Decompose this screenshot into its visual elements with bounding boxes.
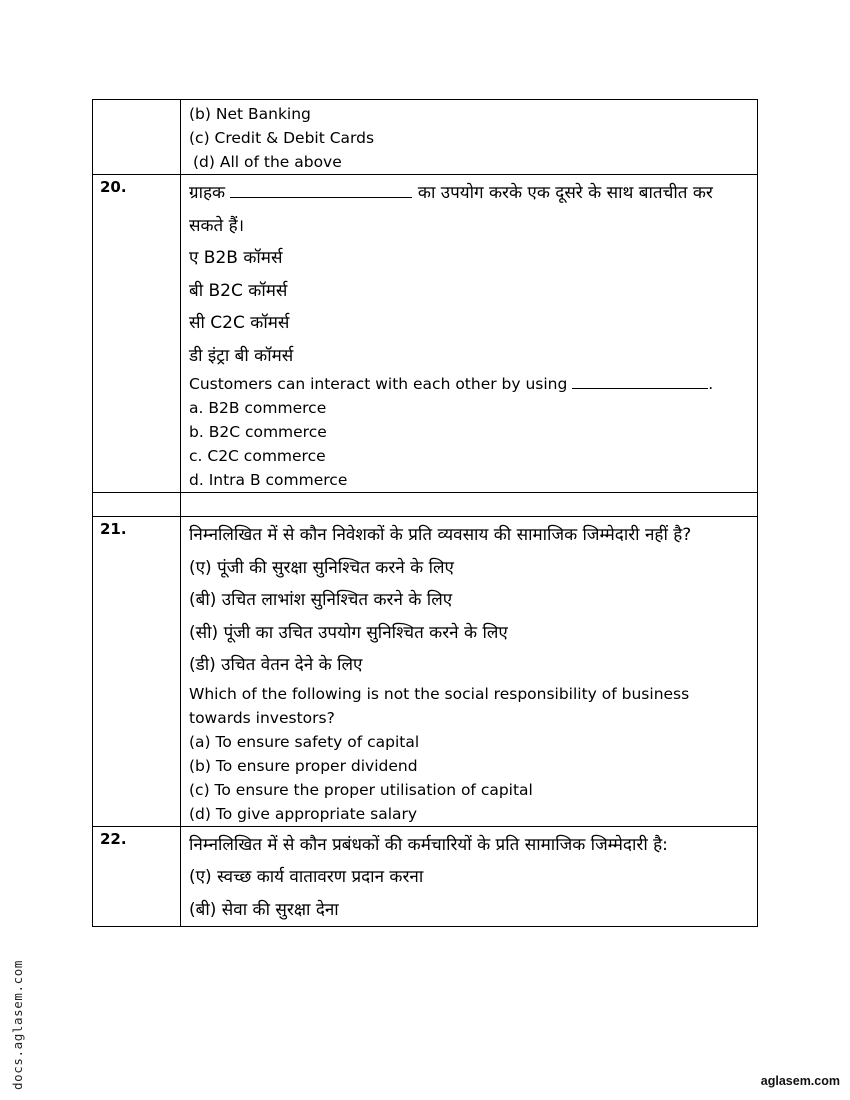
- question-body-cell: [181, 517, 758, 827]
- answer-blank: [230, 181, 412, 198]
- hindi-option: (ए) पूंजी की सुरक्षा सुनिश्चित करने के लिए: [189, 557, 454, 578]
- hindi-option: डी इंट्रा बी कॉमर्स: [189, 345, 294, 366]
- english-option: b. B2C commerce: [189, 423, 327, 441]
- empty-cell: [93, 493, 181, 517]
- option-d: (d) All of the above: [193, 153, 342, 171]
- hindi-question: निम्नलिखित में से कौन निवेशकों के प्रति व्यवसाय की सामाजिक जिम्मेदारी नहीं है?: [189, 525, 692, 545]
- option-c: (c) Credit & Debit Cards: [189, 129, 375, 147]
- english-option: (b) To ensure proper dividend: [189, 756, 418, 775]
- hindi-question-end: का उपयोग करके एक दूसरे के साथ बातचीत कर सकते हैं।: [189, 183, 713, 236]
- english-option: a. B2B commerce: [189, 399, 327, 417]
- question-table: [92, 99, 758, 927]
- question-number: 22.: [93, 826, 181, 927]
- question-number-cell: [93, 100, 181, 175]
- question-body-cell: [181, 826, 758, 927]
- hindi-question: निम्नलिखित में से कौन प्रबंधकों की कर्मचारियों के प्रति सामाजिक जिम्मेदारी है:: [189, 834, 668, 855]
- english-option: (a) To ensure safety of capital: [189, 732, 420, 751]
- english-option: d. Intra B commerce: [189, 471, 348, 489]
- english-question: [189, 372, 749, 396]
- question-number: 21.: [93, 517, 181, 827]
- english-question-end: .: [708, 375, 714, 393]
- english-option: c. C2C commerce: [189, 447, 326, 465]
- corner-watermark: aglasem.com: [760, 1074, 840, 1088]
- hindi-option: (सी) पूंजी का उचित उपयोग सुनिश्चित करने के लिए: [189, 622, 508, 643]
- option-b: (b) Net Banking: [189, 105, 311, 123]
- hindi-option: (बी) सेवा की सुरक्षा देना: [189, 899, 339, 920]
- hindi-option: (ए) स्वच्छ कार्य वातावरण प्रदान करना: [189, 867, 424, 887]
- hindi-question-start: ग्राहक: [189, 183, 226, 203]
- english-question-line: towards investors?: [189, 708, 335, 727]
- empty-cell: [181, 493, 758, 517]
- hindi-option: सी C2C कॉमर्स: [189, 313, 290, 333]
- question-number: 20.: [93, 175, 181, 493]
- hindi-option: बी B2C कॉमर्स: [189, 280, 288, 301]
- hindi-question: [189, 177, 749, 242]
- answer-blank: [572, 372, 708, 389]
- english-question-start: Customers can interact with each other by using: [189, 375, 568, 393]
- english-question-line: Which of the following is not the social responsibility of business: [189, 684, 690, 703]
- hindi-option: (डी) उचित वेतन देने के लिए: [189, 655, 363, 675]
- table-row-q22: [93, 826, 758, 927]
- table-row-empty: [93, 493, 758, 517]
- table-row-previous: [93, 100, 758, 175]
- question-body-cell: [181, 100, 758, 175]
- english-option: (c) To ensure the proper utilisation of capital: [189, 780, 533, 799]
- english-option: (d) To give appropriate salary: [189, 804, 418, 823]
- hindi-option: (बी) उचित लाभांश सुनिश्चित करने के लिए: [189, 590, 453, 610]
- question-body-cell: [181, 175, 758, 493]
- table-row-q21: [93, 517, 758, 827]
- hindi-option: ए B2B कॉमर्स: [189, 248, 283, 268]
- table-row-q20: [93, 175, 758, 493]
- side-watermark: docs.aglasem.com: [10, 959, 25, 1090]
